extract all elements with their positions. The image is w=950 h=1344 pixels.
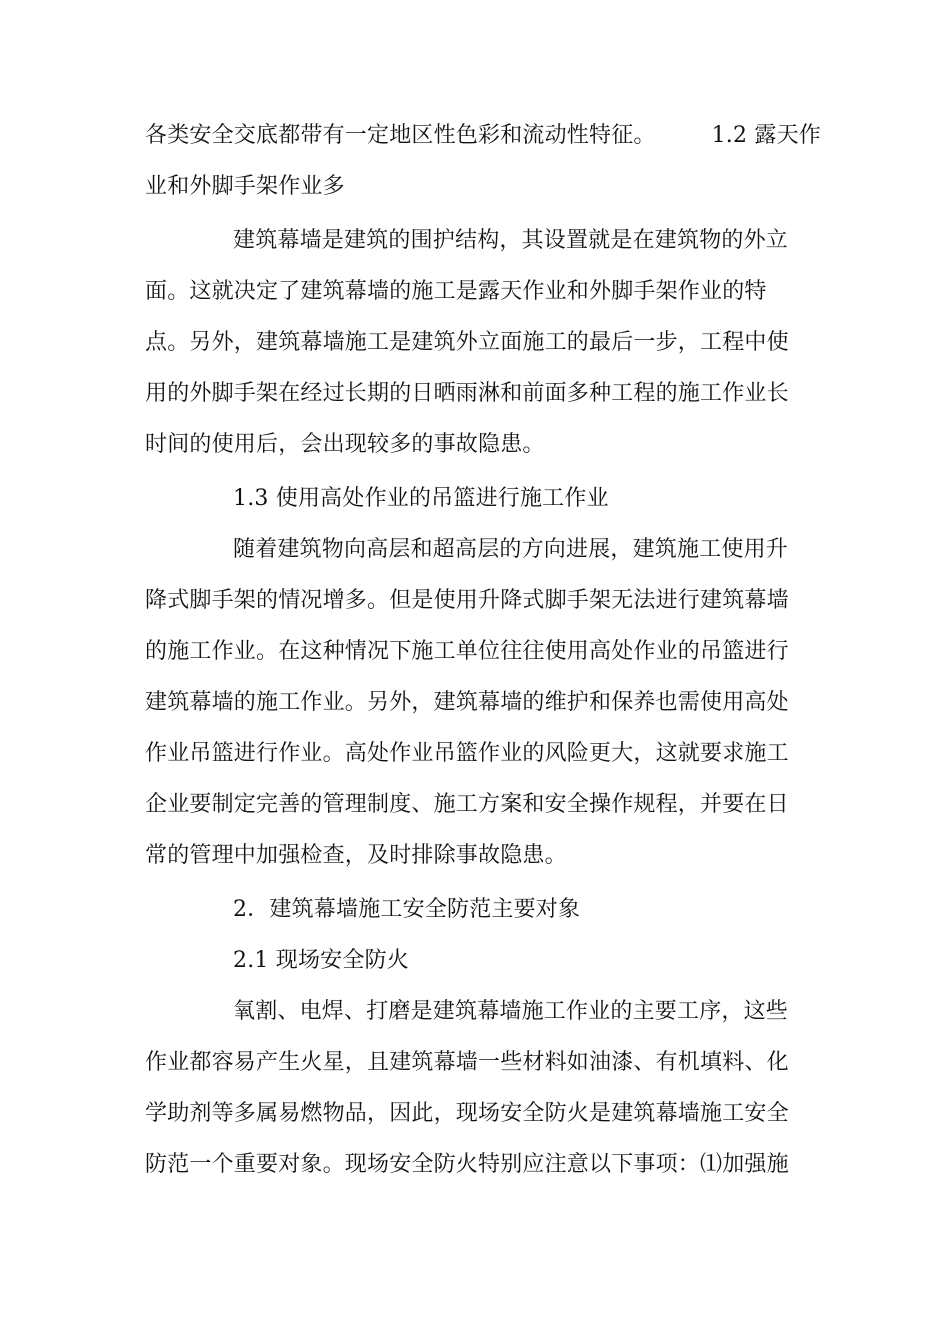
- text-line: 降式脚手架的情况增多。但是使用升降式脚手架无法进行建筑幕墙: [145, 588, 789, 613]
- section-heading-2: 2．建筑幕墙施工安全防范主要对象: [233, 897, 581, 922]
- section-heading-2-1: 2.1 现场安全防火: [233, 948, 409, 973]
- section-heading-1-2: 1.2 露天作: [711, 123, 821, 148]
- text-line: 防范一个重要对象。现场安全防火特别应注意以下事项：⑴加强施: [145, 1152, 789, 1177]
- text-line: 点。另外，建筑幕墙施工是建筑外立面施工的最后一步，工程中使: [145, 330, 789, 355]
- text-line: 建筑幕墙的施工作业。另外，建筑幕墙的维护和保养也需使用高处: [145, 690, 789, 715]
- paragraph-first-line: 随着建筑物向高层和超高层的方向进展，建筑施工使用升: [233, 537, 789, 562]
- text-line: 用的外脚手架在经过长期的日晒雨淋和前面多种工程的施工作业长: [145, 381, 789, 406]
- text-line: 业和外脚手架作业多: [145, 174, 345, 199]
- text-line: 作业都容易产生火星，且建筑幕墙一些材料如油漆、有机填料、化: [145, 1050, 789, 1075]
- text-line: 时间的使用后，会出现较多的事故隐患。: [145, 432, 545, 457]
- text-line: [145, 121, 821, 151]
- paragraph-first-line: 建筑幕墙是建筑的围护结构，其设置就是在建筑物的外立: [233, 228, 789, 253]
- text-line-part: 各类安全交底都带有一定地区性色彩和流动性特征。: [145, 123, 656, 148]
- paragraph-first-line: 氧割、电焊、打磨是建筑幕墙施工作业的主要工序，这些: [233, 999, 789, 1024]
- text-line: 的施工作业。在这种情况下施工单位往往使用高处作业的吊篮进行: [145, 639, 789, 664]
- text-line: 企业要制定完善的管理制度、施工方案和安全操作规程，并要在日: [145, 792, 789, 817]
- text-line: 面。这就决定了建筑幕墙的施工是露天作业和外脚手架作业的特: [145, 279, 767, 304]
- section-heading-1-3: 1.3 使用高处作业的吊篮进行施工作业: [233, 486, 609, 511]
- text-line: 学助剂等多属易燃物品，因此，现场安全防火是建筑幕墙施工安全: [145, 1101, 789, 1126]
- text-line: 作业吊篮进行作业。高处作业吊篮作业的风险更大，这就要求施工: [145, 741, 789, 766]
- text-line: 常的管理中加强检查，及时排除事故隐患。: [145, 843, 567, 868]
